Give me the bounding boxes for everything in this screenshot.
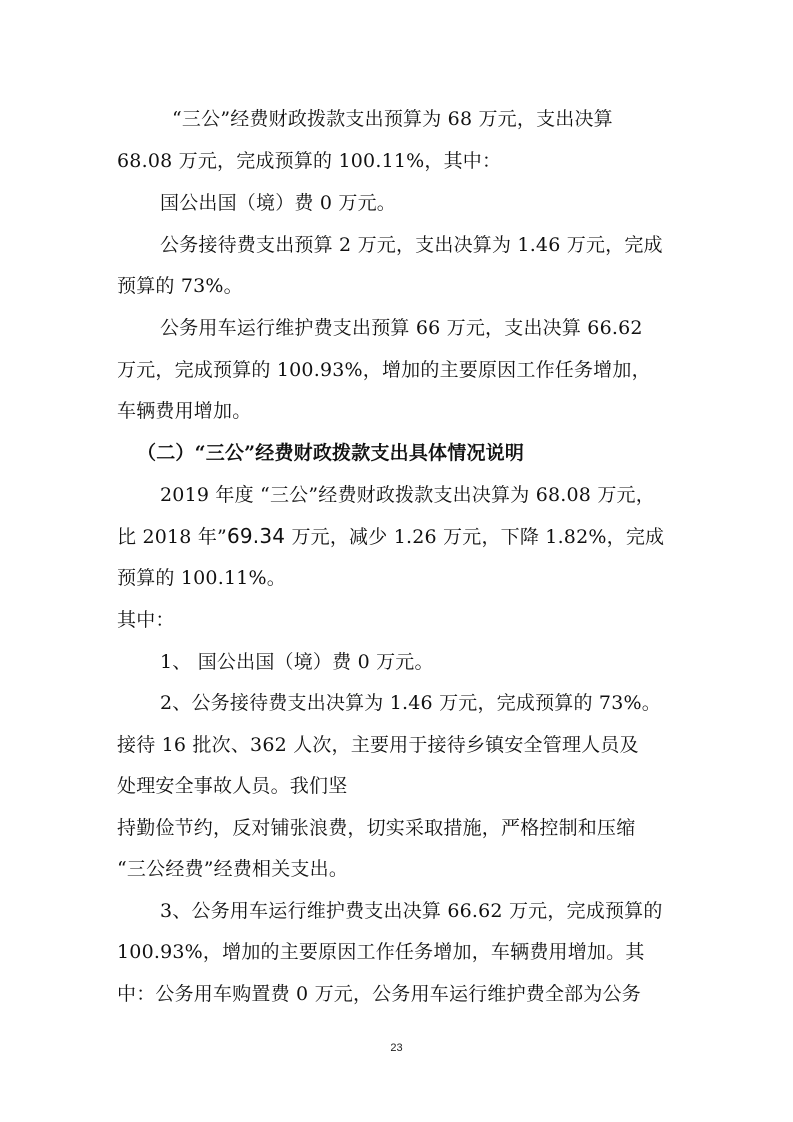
section-heading: （二）“三公”经费财政拨款支出具体情况说明 [137, 442, 525, 464]
text-line: 持勤俭节约，反对铺张浪费，切实采取措施，严格控制和压缩 [117, 817, 636, 839]
text-line: 万元，完成预算的 100.93%，增加的主要原因工作任务增加， [117, 359, 651, 381]
text-line-mixed [117, 524, 664, 549]
text-line: 公务用车运行维护费支出预算 66 万元，支出决算 66.62 [160, 317, 643, 339]
text-line: 1、 国公出国（境）费 0 万元。 [160, 651, 434, 673]
text-line: 接待 16 批次、362 人次，主要用于接待乡镇安全管理人员及 [117, 734, 639, 756]
text-line: 中：公务用车购置费 0 万元，公务用车运行维护费全部为公务 [117, 983, 641, 1005]
text-line: 其中： [117, 609, 175, 631]
text-line: 预算的 73%。 [117, 275, 243, 297]
page-number: 23 [390, 1042, 403, 1054]
text-line: 车辆费用增加。 [117, 400, 252, 422]
text-line: 2019 年度 “三公”经费财政拨款支出决算为 68.08 万元， [160, 484, 655, 506]
text-line: 预算的 100.11%。 [117, 567, 286, 589]
text-line: 3、公务用车运行维护费支出决算 66.62 万元，完成预算的 [160, 900, 663, 922]
text-line: 处理安全事故人员。我们坚 [117, 775, 348, 797]
text-line: 68.08 万元，完成预算的 100.11%，其中： [117, 150, 502, 172]
text-line: 2、公务接待费支出决算为 1.46 万元，完成预算的 73%。 [160, 692, 661, 714]
text-segment-sans: 69.34 [226, 524, 286, 548]
text-line: “三公”经费财政拨款支出预算为 68 万元，支出决算 [172, 108, 613, 130]
text-line: “三公经费”经费相关支出。 [117, 858, 349, 880]
text-line: 国公出国（境）费 0 万元。 [160, 192, 396, 214]
text-segment: 比 2018 年” [117, 526, 227, 548]
text-line: 公务接待费支出预算 2 万元，支出决算为 1.46 万元，完成 [160, 234, 663, 256]
text-line: 100.93%，增加的主要原因工作任务增加，车辆费用增加。其 [117, 941, 645, 963]
text-segment: 万元，减少 1.26 万元，下降 1.82%，完成 [285, 526, 665, 548]
